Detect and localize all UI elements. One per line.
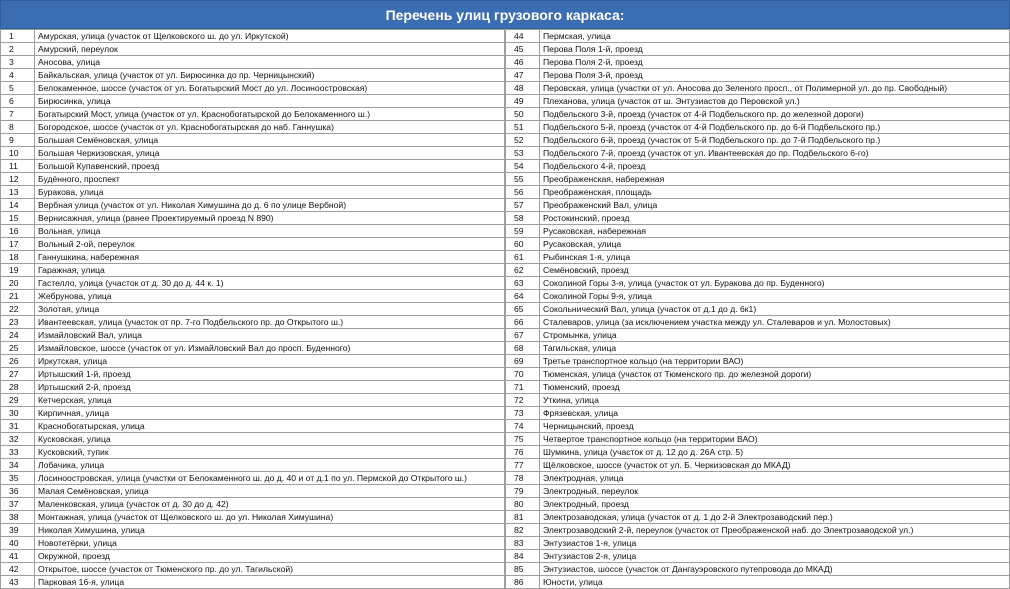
row-number: 2 (1, 43, 35, 56)
street-name: Ивантеевская, улица (участок от пр. 7-го Подбельского пр. до Открытого ш.) (35, 316, 505, 329)
table-row (1, 498, 505, 511)
table-row (1, 563, 505, 576)
street-name: Гаражная, улица (35, 264, 505, 277)
row-number: 18 (1, 251, 35, 264)
row-number: 81 (506, 511, 540, 524)
street-name: Электрозаводская, улица (участок от д. 1 до 2-й Электрозаводский пер.) (540, 511, 1010, 524)
row-number: 27 (1, 368, 35, 381)
table-row (1, 446, 505, 459)
table-row (1, 121, 505, 134)
street-name: Амурский, переулок (35, 43, 505, 56)
street-name: Соколиной Горы 3-я, улица (участок от ул. Буракова до пр. Буденного) (540, 277, 1010, 290)
table-row (506, 69, 1010, 82)
row-number: 54 (506, 160, 540, 173)
street-name: Энтузиастов, шоссе (участок от Дангауэровского путепровода до МКАД) (540, 563, 1010, 576)
street-name: Николая Химушина, улица (35, 524, 505, 537)
table-row (506, 433, 1010, 446)
table-row (1, 511, 505, 524)
row-number: 3 (1, 56, 35, 69)
street-name: Сокольнический Вал, улица (участок от д.1 до д. 6к1) (540, 303, 1010, 316)
street-name: Иртышский 2-й, проезд (35, 381, 505, 394)
street-name: Третье транспортное кольцо (на территории ВАО) (540, 355, 1010, 368)
table-row (1, 472, 505, 485)
table-row (1, 251, 505, 264)
table-row (506, 485, 1010, 498)
table-row (506, 472, 1010, 485)
street-name: Русаковская, улица (540, 238, 1010, 251)
table-row (506, 108, 1010, 121)
street-name: Малая Семёновская, улица (35, 485, 505, 498)
street-name: Ганнушкина, набережная (35, 251, 505, 264)
row-number: 39 (1, 524, 35, 537)
street-name: Русаковская, набережная (540, 225, 1010, 238)
street-name: Окружной, проезд (35, 550, 505, 563)
row-number: 4 (1, 69, 35, 82)
street-name: Энтузиастов 2-я, улица (540, 550, 1010, 563)
row-number: 49 (506, 95, 540, 108)
row-number: 52 (506, 134, 540, 147)
row-number: 9 (1, 134, 35, 147)
row-number: 41 (1, 550, 35, 563)
row-number: 42 (1, 563, 35, 576)
street-name: Электродная, улица (540, 472, 1010, 485)
table-row (506, 563, 1010, 576)
street-name: Белокаменное, шоссе (участок от ул. Богатырский Мост до ул. Лосиноостровская) (35, 82, 505, 95)
street-name: Подбельского 4-й, проезд (540, 160, 1010, 173)
street-name: Богородское, шоссе (участок от ул. Краснобогатырская до наб. Ганнушка) (35, 121, 505, 134)
street-name: Подбельского 3-й, проезд (участок от 4-й Подбельского пр. до железной дороги) (540, 108, 1010, 121)
row-number: 8 (1, 121, 35, 134)
row-number: 1 (1, 30, 35, 43)
row-number: 22 (1, 303, 35, 316)
table-row (1, 134, 505, 147)
table-row (1, 433, 505, 446)
row-number: 72 (506, 394, 540, 407)
street-name: Электродный, переулок (540, 485, 1010, 498)
table-row (506, 134, 1010, 147)
table-row (1, 576, 505, 589)
table-row (1, 316, 505, 329)
table-row (1, 238, 505, 251)
row-number: 60 (506, 238, 540, 251)
row-number: 19 (1, 264, 35, 277)
row-number: 46 (506, 56, 540, 69)
street-name: Жебрунова, улица (35, 290, 505, 303)
street-name: Байкальская, улица (участок от ул. Бирюсинка до пр. Черницынский) (35, 69, 505, 82)
row-number: 58 (506, 212, 540, 225)
row-number: 70 (506, 368, 540, 381)
table-row (506, 446, 1010, 459)
row-number: 51 (506, 121, 540, 134)
row-number: 82 (506, 524, 540, 537)
table-row (506, 30, 1010, 43)
street-name: Кетчерская, улица (35, 394, 505, 407)
row-number: 14 (1, 199, 35, 212)
row-number: 80 (506, 498, 540, 511)
street-table-left (0, 29, 505, 589)
row-number: 56 (506, 186, 540, 199)
row-number: 77 (506, 459, 540, 472)
page-title: Перечень улиц грузового каркаса: (0, 0, 1010, 29)
street-name: Измайловский Вал, улица (35, 329, 505, 342)
table-row (1, 43, 505, 56)
row-number: 17 (1, 238, 35, 251)
table-row (1, 485, 505, 498)
table-row (506, 160, 1010, 173)
street-name: Стромынка, улица (540, 329, 1010, 342)
row-number: 69 (506, 355, 540, 368)
street-name: Золотая, улица (35, 303, 505, 316)
table-row (506, 420, 1010, 433)
table-row (1, 264, 505, 277)
row-number: 74 (506, 420, 540, 433)
row-number: 68 (506, 342, 540, 355)
row-number: 64 (506, 290, 540, 303)
table-row (506, 355, 1010, 368)
street-name: Тагильская, улица (540, 342, 1010, 355)
table-row (1, 355, 505, 368)
street-name: Ростокинский, проезд (540, 212, 1010, 225)
street-name: Маленковская, улица (участок от д. 30 до д. 42) (35, 498, 505, 511)
table-row (1, 290, 505, 303)
street-name: Вербная улица (участок от ул. Николая Химушина до д. 6 по улице Вербной) (35, 199, 505, 212)
street-name: Подбельского 5-й, проезд (участок от 4-й Подбельского пр. до 6-й Подбельского пр.) (540, 121, 1010, 134)
row-number: 43 (1, 576, 35, 589)
row-number: 13 (1, 186, 35, 199)
table-row (1, 550, 505, 563)
row-number: 75 (506, 433, 540, 446)
row-number: 71 (506, 381, 540, 394)
street-name: Парковая 16-я, улица (35, 576, 505, 589)
row-number: 16 (1, 225, 35, 238)
street-name: Подбельского 6-й, проезд (участок от 5-й Подбельского пр. до 7-й Подбельского пр.) (540, 134, 1010, 147)
row-number: 86 (506, 576, 540, 589)
street-name: Бирюсинка, улица (35, 95, 505, 108)
street-name: Амурская, улица (участок от Щелковского ш. до ул. Иркутской) (35, 30, 505, 43)
street-name: Кирпичная, улица (35, 407, 505, 420)
street-name: Иртышский 1-й, проезд (35, 368, 505, 381)
row-number: 26 (1, 355, 35, 368)
row-number: 55 (506, 173, 540, 186)
street-name: Фрязевская, улица (540, 407, 1010, 420)
row-number: 66 (506, 316, 540, 329)
street-name: Краснобогатырская, улица (35, 420, 505, 433)
street-name: Тюменская, улица (участок от Тюменского пр. до железной дороги) (540, 368, 1010, 381)
row-number: 78 (506, 472, 540, 485)
table-row (1, 342, 505, 355)
street-table-right (505, 29, 1010, 589)
row-number: 32 (1, 433, 35, 446)
street-name: Преображенская, площадь (540, 186, 1010, 199)
table-row (1, 147, 505, 160)
street-name: Большая Семёновская, улица (35, 134, 505, 147)
table-row (1, 56, 505, 69)
table-row (506, 43, 1010, 56)
row-number: 53 (506, 147, 540, 160)
street-name: Семёновский, проезд (540, 264, 1010, 277)
row-number: 10 (1, 147, 35, 160)
street-name: Тюменский, проезд (540, 381, 1010, 394)
street-name: Подбельского 7-й, проезд (участок от ул. Ивантеевская до пр. Подбельского 6-го) (540, 147, 1010, 160)
table-row (1, 381, 505, 394)
table-row (506, 251, 1010, 264)
street-name: Преображенский Вал, улица (540, 199, 1010, 212)
table-row (506, 238, 1010, 251)
row-number: 28 (1, 381, 35, 394)
row-number: 50 (506, 108, 540, 121)
row-number: 36 (1, 485, 35, 498)
table-row (506, 95, 1010, 108)
street-name: Монтажная, улица (участок от Щелковского ш. до ул. Николая Химушина) (35, 511, 505, 524)
table-row (506, 56, 1010, 69)
table-row (1, 225, 505, 238)
table-row (506, 277, 1010, 290)
row-number: 24 (1, 329, 35, 342)
street-name: Соколиной Горы 9-я, улица (540, 290, 1010, 303)
row-number: 15 (1, 212, 35, 225)
street-name: Большой Купавенский, проезд (35, 160, 505, 173)
street-name: Кусковский, тупик (35, 446, 505, 459)
row-number: 57 (506, 199, 540, 212)
row-number: 44 (506, 30, 540, 43)
row-number: 31 (1, 420, 35, 433)
street-name: Преображенская, набережная (540, 173, 1010, 186)
table-row (506, 459, 1010, 472)
table-row (506, 394, 1010, 407)
street-name: Юности, улица (540, 576, 1010, 589)
street-name: Перовская, улица (участки от ул. Аносова до Зеленого просп., от Полимерной ул. до пр. Свободный) (540, 82, 1010, 95)
table-row (506, 329, 1010, 342)
row-number: 83 (506, 537, 540, 550)
table-row (506, 498, 1010, 511)
row-number: 79 (506, 485, 540, 498)
row-number: 20 (1, 277, 35, 290)
street-name: Кусковская, улица (35, 433, 505, 446)
table-row (506, 212, 1010, 225)
row-number: 23 (1, 316, 35, 329)
row-number: 63 (506, 277, 540, 290)
table-row (506, 316, 1010, 329)
table-row (1, 303, 505, 316)
row-number: 33 (1, 446, 35, 459)
row-number: 67 (506, 329, 540, 342)
row-number: 73 (506, 407, 540, 420)
street-name: Богатырский Мост, улица (участок от ул. Краснобогатырской до Белокаменного ш.) (35, 108, 505, 121)
row-number: 7 (1, 108, 35, 121)
street-name: Черницынский, проезд (540, 420, 1010, 433)
row-number: 5 (1, 82, 35, 95)
table-row (1, 277, 505, 290)
table-row (506, 147, 1010, 160)
table-row (1, 186, 505, 199)
table-row (1, 212, 505, 225)
row-number: 59 (506, 225, 540, 238)
table-row (506, 537, 1010, 550)
row-number: 47 (506, 69, 540, 82)
street-name: Будённого, проспект (35, 173, 505, 186)
street-name: Перова Поля 1-й, проезд (540, 43, 1010, 56)
street-name: Вернисажная, улица (ранее Проектируемый проезд N 890) (35, 212, 505, 225)
table-row (1, 394, 505, 407)
table-row (506, 407, 1010, 420)
street-name: Аносова, улица (35, 56, 505, 69)
table-row (506, 225, 1010, 238)
row-number: 62 (506, 264, 540, 277)
row-number: 76 (506, 446, 540, 459)
table-row (1, 329, 505, 342)
table-row (506, 186, 1010, 199)
street-name: Перова Поля 3-й, проезд (540, 69, 1010, 82)
row-number: 29 (1, 394, 35, 407)
table-row (1, 420, 505, 433)
street-name: Большая Черкизовская, улица (35, 147, 505, 160)
table-row (506, 303, 1010, 316)
row-number: 34 (1, 459, 35, 472)
street-name: Четвертое транспортное кольцо (на территории ВАО) (540, 433, 1010, 446)
street-name: Лосиноостровская, улица (участки от Белокаменного ш. до д. 40 и от д.1 по ул. Пермской до Открытого ш.) (35, 472, 505, 485)
row-number: 21 (1, 290, 35, 303)
street-name: Вольная, улица (35, 225, 505, 238)
row-number: 65 (506, 303, 540, 316)
table-row (1, 459, 505, 472)
table-row (506, 550, 1010, 563)
street-name: Измайловское, шоссе (участок от ул. Измайловский Вал до просп. Буденного) (35, 342, 505, 355)
table-row (1, 69, 505, 82)
row-number: 85 (506, 563, 540, 576)
street-name: Лобачика, улица (35, 459, 505, 472)
table-row (1, 407, 505, 420)
table-row (506, 368, 1010, 381)
table-row (506, 264, 1010, 277)
street-name: Новотетёрки, улица (35, 537, 505, 550)
table-row (1, 199, 505, 212)
row-number: 37 (1, 498, 35, 511)
row-number: 11 (1, 160, 35, 173)
row-number: 12 (1, 173, 35, 186)
street-name: Электрозаводский 2-й, переулок (участок от Преображенской наб. до Электрозаводской ул.) (540, 524, 1010, 537)
row-number: 48 (506, 82, 540, 95)
street-name: Щёлковское, шоссе (участок от ул. Б. Черкизовская до МКАД) (540, 459, 1010, 472)
row-number: 84 (506, 550, 540, 563)
street-name: Перова Поля 2-й, проезд (540, 56, 1010, 69)
row-number: 35 (1, 472, 35, 485)
table-row (1, 537, 505, 550)
street-name: Плеханова, улица (участок от ш. Энтузиастов до Перовской ул.) (540, 95, 1010, 108)
table-row (1, 173, 505, 186)
street-name: Гастелло, улица (участок от д. 30 до д. 44 к. 1) (35, 277, 505, 290)
table-row (1, 82, 505, 95)
street-name: Уткина, улица (540, 394, 1010, 407)
street-name: Буракова, улица (35, 186, 505, 199)
table-row (506, 82, 1010, 95)
table-row (1, 524, 505, 537)
table-row (1, 368, 505, 381)
table-row (506, 342, 1010, 355)
row-number: 6 (1, 95, 35, 108)
row-number: 40 (1, 537, 35, 550)
street-name: Электродный, проезд (540, 498, 1010, 511)
row-number: 45 (506, 43, 540, 56)
table-row (506, 121, 1010, 134)
street-name: Энтузиастов 1-я, улица (540, 537, 1010, 550)
table-row (506, 199, 1010, 212)
street-name: Иркутская, улица (35, 355, 505, 368)
table-row (506, 576, 1010, 589)
table-row (1, 108, 505, 121)
table-row (1, 160, 505, 173)
table-row (506, 381, 1010, 394)
row-number: 25 (1, 342, 35, 355)
table-row (506, 290, 1010, 303)
street-name: Открытое, шоссе (участок от Тюменского пр. до ул. Тагильской) (35, 563, 505, 576)
street-name: Шумкина, улица (участок от д. 12 до д. 26А стр. 5) (540, 446, 1010, 459)
street-name: Вольный 2-ой, переулок (35, 238, 505, 251)
table-row (506, 524, 1010, 537)
street-name: Рыбинская 1-я, улица (540, 251, 1010, 264)
row-number: 38 (1, 511, 35, 524)
table-row (506, 173, 1010, 186)
row-number: 61 (506, 251, 540, 264)
table-row (1, 95, 505, 108)
table-row (1, 30, 505, 43)
table-row (506, 511, 1010, 524)
street-name: Сталеваров, улица (за исключением участка между ул. Сталеваров и ул. Молостовых) (540, 316, 1010, 329)
row-number: 30 (1, 407, 35, 420)
street-name: Пермская, улица (540, 30, 1010, 43)
street-table-grid (0, 29, 1010, 589)
